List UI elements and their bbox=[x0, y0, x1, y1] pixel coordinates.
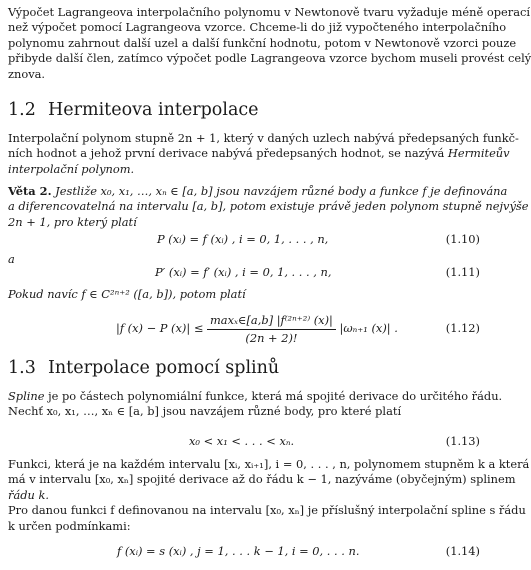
equation-lhs: |f (x) − P (x)| ≤ bbox=[116, 321, 204, 335]
definition-line: Interpolační polynom stupně 2n + 1, který v daných uzlech nabývá předepsaných funkč- bbox=[8, 131, 519, 145]
definition-line-with-term bbox=[8, 146, 510, 161]
intro-line: Výpočet Lagrangeova interpolačního polynomu v Newtonově tvaru vyžaduje méně operací bbox=[8, 5, 531, 19]
theorem-first-line bbox=[8, 184, 508, 199]
equation-tag: (1.13) bbox=[445, 434, 480, 448]
section-heading-splines bbox=[8, 357, 279, 379]
intro-paragraph bbox=[8, 5, 531, 82]
definition-line: k určen podmínkami: bbox=[8, 518, 131, 533]
theorem-line: a diferencovatelná na intervalu [a, b], potom existuje právě jeden polynom stupně nejvýše bbox=[8, 199, 529, 214]
intro-line: znova. bbox=[8, 66, 46, 81]
section-title: Hermiteova interpolace bbox=[48, 100, 259, 120]
spline-definition bbox=[8, 457, 530, 534]
equation-formula: x₀ < x₁ < . . . < xₙ. bbox=[189, 434, 295, 448]
equation-tag: (1.12) bbox=[445, 321, 480, 335]
conjunction-a: a bbox=[8, 252, 15, 266]
theorem-label: Věta 2. bbox=[8, 184, 52, 198]
remark-line: Pokud navíc f ∈ C²ⁿ⁺² ([a, b]), potom platí bbox=[8, 287, 246, 301]
equation-1-12 bbox=[0, 310, 499, 346]
definition-line: Funkci, která je na každém intervalu [xᵢ, xᵢ₊₁], i = 0, . . . , n, polynomem stupněm k a která bbox=[8, 457, 530, 471]
section-heading-hermite bbox=[8, 99, 259, 121]
fraction-denominator: (2n + 2)! bbox=[245, 330, 298, 345]
nodes-line: Nechť x₀, x₁, …, xₙ ∈ [a, b] jsou navzájem různé body, pro které platí bbox=[8, 404, 402, 419]
equation-tag: (1.14) bbox=[445, 544, 480, 558]
definition-line: řádu k. bbox=[8, 487, 50, 502]
equation-rhs: |ωₙ₊₁ (x)| . bbox=[339, 321, 398, 335]
theorem-line: Jestliže x₀, x₁, …, xₙ ∈ [a, b] jsou navzájem různé body a funkce f je definována bbox=[55, 184, 508, 198]
intro-line: než výpočet pomocí Lagrangeova vzorce. Chceme-li do již vypočteného interpolačního bbox=[8, 20, 507, 35]
definition-line: má v intervalu [x₀, xₙ] spojité derivace až do řádu k − 1, nazýváme (obyčejným) splinem bbox=[8, 472, 516, 487]
intro-line: polynomu zahrnout další uzel a další funkční hodnotu, potom v Newtonově vzorci pouze bbox=[8, 35, 517, 50]
intro-line: přibyde další člen, zatímco výpočet podle Lagrangeova vzorce bychom museli provést celý bbox=[8, 51, 531, 66]
equation-fraction bbox=[207, 313, 336, 346]
spline-word: Spline bbox=[8, 389, 45, 403]
section-title: Interpolace pomocí splinů bbox=[48, 358, 280, 378]
fraction-numerator: maxₓ∈[a,b] |f⁽²ⁿ⁺²⁾ (x)| bbox=[207, 313, 336, 330]
spline-line bbox=[8, 389, 503, 404]
equation-tag: (1.11) bbox=[445, 265, 480, 279]
equation-tag: (1.10) bbox=[445, 232, 480, 246]
section-number: 1.3 bbox=[8, 358, 36, 378]
section-number: 1.2 bbox=[8, 100, 36, 120]
theorem-line: 2n + 1, pro který platí bbox=[8, 214, 137, 229]
equation-formula: P (xᵢ) = f (xᵢ) , i = 0, 1, . . . , n, bbox=[157, 232, 329, 246]
equation-formula-row bbox=[116, 310, 398, 346]
equation-formula: f (xᵢ) = s (xᵢ) , j = 1, . . . k − 1, i = 0, . . . n. bbox=[117, 544, 360, 558]
definition-line: interpolační polynom. bbox=[8, 161, 135, 176]
definition-line: ních hodnot a jehož první derivace nabývá předepsaných hodnot, se nazývá bbox=[8, 146, 445, 161]
hermite-term: Hermiteův bbox=[447, 146, 510, 161]
spline-rest: je po částech polynomiální funkce, která má spojité derivace do určitého řádu. bbox=[48, 389, 503, 403]
equation-formula: P′ (xᵢ) = f′ (xᵢ) , i = 0, 1, . . . , n, bbox=[155, 265, 332, 279]
definition-line: Pro danou funkci f definovanou na intervalu [x₀, xₙ] je příslušný interpolační spline s řádu bbox=[8, 503, 526, 518]
hermite-definition bbox=[8, 131, 519, 177]
spline-paragraph bbox=[8, 389, 503, 420]
theorem-2 bbox=[8, 184, 529, 230]
